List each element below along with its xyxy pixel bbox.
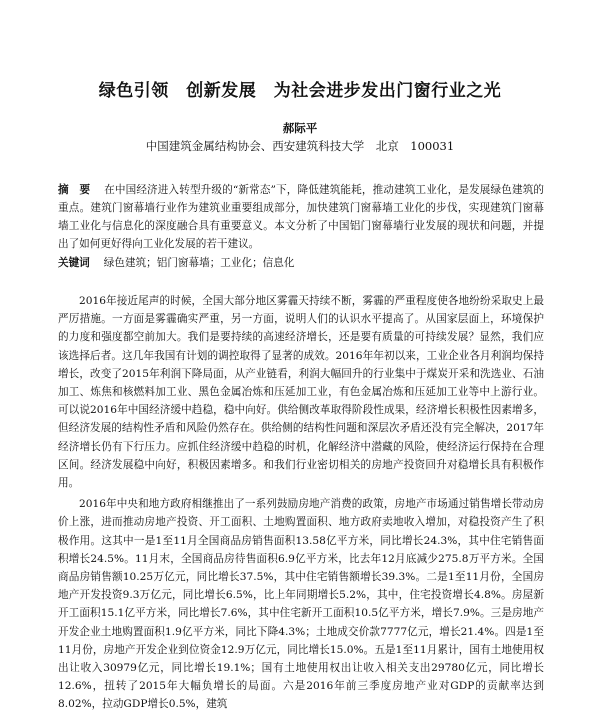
paper-title: 绿色引领 创新发展 为社会进步发出门窗行业之光 bbox=[98, 81, 502, 101]
keywords-text: 绿色建筑；铝门窗幕墙；工业化；信息化 bbox=[103, 257, 295, 269]
body-paragraph: 2016年接近尾声的时候，全国大部分地区雾霾天持续不断，雾霾的严重程度使各地纷纷采取史上最严厉措施。一方面是雾霾确实严重，另一方面，说明人们的认识水平提高了。从国家层面上，环境保护的力度和强度都空前加大。我们是要持续的高速经济增长，还是要有质量的可持续发展？显然，我们应该选择后者。这几年我国有计划的调控取得了显著的成效。2016年年初以来，工业企业各月利润均保持增长，改变了2015年利润下降局面，从产业链看，利润大幅回升的行业集中于煤炭开采和洗选业、石油加工、炼焦和核燃料加工业、黑色金属冶炼和压延加工业，有色金属冶炼和压延加工业等中上游行业。可以说2016年中国经济缓中趋稳，稳中向好。供给侧改革取得阶段性成果，经济增长积极性因素增多，但经济发展的结构性矛盾和风险仍然存在。供给侧的结构性问题和深层次矛盾还没有完全解决，2017年经济增长仍有下行压力。应抓住经济缓中趋稳的时机，化解经济中潜藏的风险，使经济运行保持在合理区间。经济发展稳中向好，积极因素增多。和我们行业密切相关的房地产投资回升对稳增长具有积极作用。 bbox=[58, 295, 544, 490]
author-name: 郝际平 bbox=[282, 121, 318, 135]
body-text bbox=[58, 292, 544, 717]
abstract bbox=[58, 181, 544, 253]
author-affiliation: 中国建筑金属结构协会、西安建筑科技大学 北京 100031 bbox=[145, 139, 455, 153]
keywords-label: 关键词 bbox=[58, 257, 90, 269]
keywords bbox=[58, 254, 544, 272]
abstract-label: 摘 要 bbox=[58, 184, 91, 196]
body-paragraph: 2016年中央和地方政府相继推出了一系列鼓励房地产消费的政策，房地产市场通过销售增长带动房价上涨，进而推动房地产投资、开工面积、土地购置面积、地方政府卖地收入增加，对稳投资产生了积极作用。这其中一是1至11月全国商品房销售面积13.58亿平方米，同比增长24.3%，其中住宅销售面积增长24.5%。11月末，全国商品房待售面积6.9亿平方米，比去年12月底减少275.8万平方米。全国商品房销售额10.25万亿元，同比增长37.5%，其中住宅销售额增长39.3%。二是1至11月份，全国房地产开发投资9.3万亿元，同比增长6.5%，比上年同期增长5.2%，其中，住宅投资增长4.8%。房屋新开工面积15.1亿平方米，同比增长7.6%，其中住宅新开工面积10.5亿平方米，增长7.9%。三是房地产开发企业土地购置面积1.9亿平方米，同比下降4.3%；土地成交价款7777亿元，增长21.4%。四是1至11月份，房地产开发企业到位资金12.9万亿元，同比增长15.0%。五是1至11月累计，国有土地使用权出让收入30979亿元，同比增长19.1%；国有土地使用权出让收入相关支出29780亿元，同比增长12.6%，扭转了2015年大幅负增长的局面。六是2016年前三季度房地产业对GDP的贡献率达到8.02%，拉动GDP增长0.5%，建筑 bbox=[58, 498, 544, 711]
abstract-text: 在中国经济进入转型升级的“新常态”下，降低建筑能耗，推动建筑工业化，是发展绿色建筑的重点。建筑门窗幕墙行业作为建筑业重要组成部分，加快建筑门窗幕墙工业化的步伐，实现建筑门窗幕墙工业化与信息化的深度融合具有重要意义。本文分析了中国铝门窗幕墙行业发展的现状和问题，并提出了如何更好得向工业化发展的若干建议。 bbox=[58, 184, 545, 250]
